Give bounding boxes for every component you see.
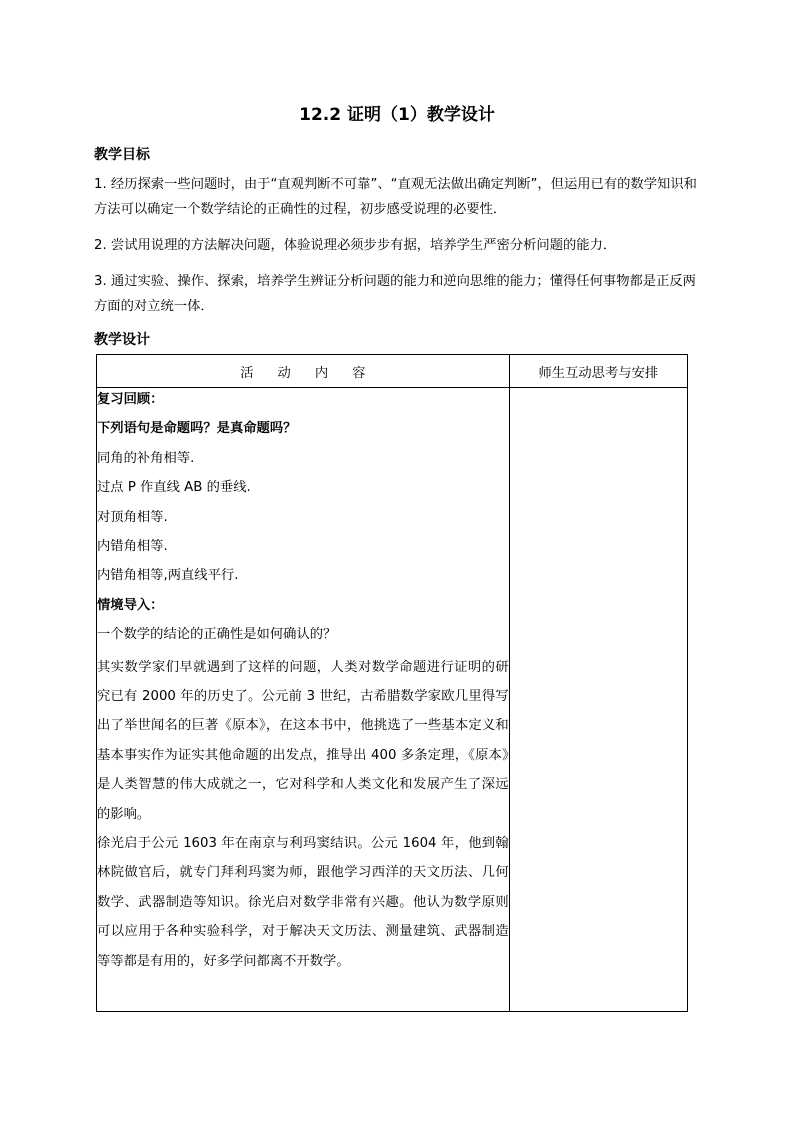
review-item: 内错角相等.: [97, 538, 168, 554]
review-heading: 复习回顾：: [97, 392, 164, 407]
review-item: 对顶角相等.: [97, 509, 168, 525]
review-item: 同角的补角相等.: [97, 450, 195, 466]
header-side: 师生互动思考与安排: [509, 355, 687, 388]
intro-question: 一个数学的结论的正确性是如何确认的？: [97, 627, 337, 643]
header-activity-label: 活动内容: [240, 365, 390, 381]
intro-paragraph: 其实数学家们早就遇到了这样的问题，人类对数学命题进行证明的研究已有 2000 年的历史了。公元前 3 世纪，古希腊数学家欧几里得写出了举世闻名的巨著《原本》，在这本书中，他挑选了一些基本定义和基本事实作为证实其他命题的出发点，推导出 400 多条定理，《原本》是人类智慧的伟大成就之一，它对科学和人类文化和发展产生了深远的影响。: [97, 659, 509, 822]
intro-heading: 情境导入：: [97, 597, 164, 613]
objective-item: 3. 通过实验、操作、探索，培养学生辨证分析问题的能力和逆向思维的能力；懂得任何事物都是正反两方面的对立统一体．: [94, 274, 696, 314]
table-content-row: [97, 388, 688, 1012]
objective-item: 2. 尝试用说理的方法解决问题，体验说理必须步步有据，培养学生严密分析问题的能力．: [94, 238, 617, 253]
objectives-heading: 教学目标: [94, 147, 150, 163]
document-title: 12.2 证明（1）教学设计: [299, 105, 495, 125]
lesson-plan-table: [96, 354, 688, 1012]
activity-content-cell: [97, 388, 510, 1012]
design-heading: 教学设计: [94, 332, 150, 348]
objective-item: 1. 经历探索一些问题时，由于“直观判断不可靠”、“直观无法做出确定判断”，但运用已有的数学知识和方法可以确定一个数学结论的正确性的过程，初步感受说理的必要性．: [94, 177, 697, 217]
review-item: 内错角相等,两直线平行.: [97, 568, 239, 584]
table-header-row: [97, 355, 688, 388]
header-activity: [97, 355, 510, 388]
intro-paragraph: 徐光启于公元 1603 年在南京与利玛窦结识。公元 1604 年，他到翰林院做官后，就专门拜利玛窦为师，跟他学习西洋的天文历法、几何数学、武器制造等知识。徐光启对数学非常有兴趣。他认为数学原则可以应用于各种实验科学，对于解决天文历法、测量建筑、武器制造等等都是有用的，好多学问都离不开数学。: [97, 835, 509, 969]
objectives-list: [94, 172, 706, 330]
review-question: 下列语句是命题吗？是真命题吗？: [97, 421, 297, 437]
review-item: 过点 P 作直线 AB 的垂线.: [97, 480, 251, 496]
interaction-notes-cell: [509, 388, 687, 1012]
